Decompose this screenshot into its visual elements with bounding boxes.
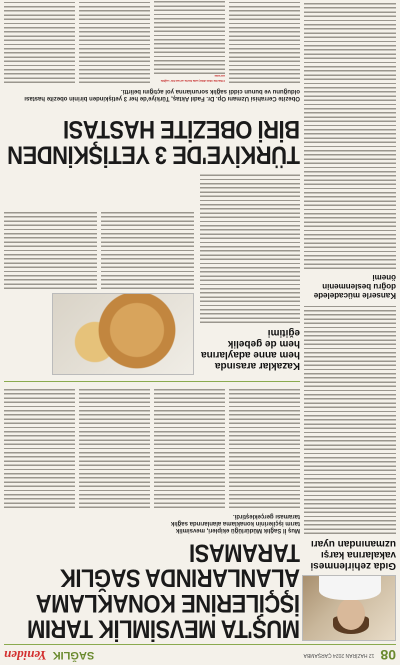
masthead xyxy=(0,645,400,665)
main-headline: TÜRKİYE'DE 3 YETİŞKİNDEN BİRİ OBEZİTE HASTASI xyxy=(7,115,300,170)
left-body-text xyxy=(304,304,396,534)
doctor-photo xyxy=(302,575,396,641)
section-rule xyxy=(4,381,300,382)
main-article-columns xyxy=(4,0,300,83)
main-area xyxy=(4,4,300,644)
left-headline-2: Kanserle mücadelede doğru beslenmenin önemi xyxy=(313,273,396,300)
section-title: SAĞLIK xyxy=(52,649,95,661)
left-headline: Gıda zehirlenmesi vakalarına karşı uzmanından uyarı xyxy=(310,538,396,571)
middle-body-text xyxy=(200,173,300,323)
date-line: 12 HAZİRAN 2024 ÇARŞAMBA xyxy=(303,652,375,658)
middle-headline: Kazaklar arasında hem anne adaylarına hem de gebelik eğitimi xyxy=(201,327,300,371)
masthead-rule xyxy=(4,644,396,645)
left-body-text-2 xyxy=(304,0,396,269)
brand-logo: Yeniden xyxy=(4,648,47,663)
top-article-columns xyxy=(4,388,300,508)
main-deck: Obezite Cerrahisi Uzmanı Op. Dr. Fadıl Aktaş, Türkiye'de her 3 yetişkinden birinin obezite hastası olduğunu ve bunun ciddi sağlık sorunlarına yol açtığını belirtti. xyxy=(24,88,300,101)
top-headline: MUŞ'TA MEVSİMLİK TARIM İŞÇİLERİNE KONAKLAMA ALANLARINDA SAĞLIK TARAMASI xyxy=(27,538,300,644)
page-number: 08 xyxy=(380,647,396,663)
top-deck: Muş İl Sağlık Müdürlüğü ekipleri, mevsimlik tarım işçilerinin konaklama alanlarında sağlık taraması gerçekleştirdi. xyxy=(170,513,300,533)
highlight-text: Obezite tüm dünyada hızla artan bir sağlık sorunu xyxy=(160,74,225,83)
left-column xyxy=(304,4,396,641)
food-photo xyxy=(52,293,194,375)
